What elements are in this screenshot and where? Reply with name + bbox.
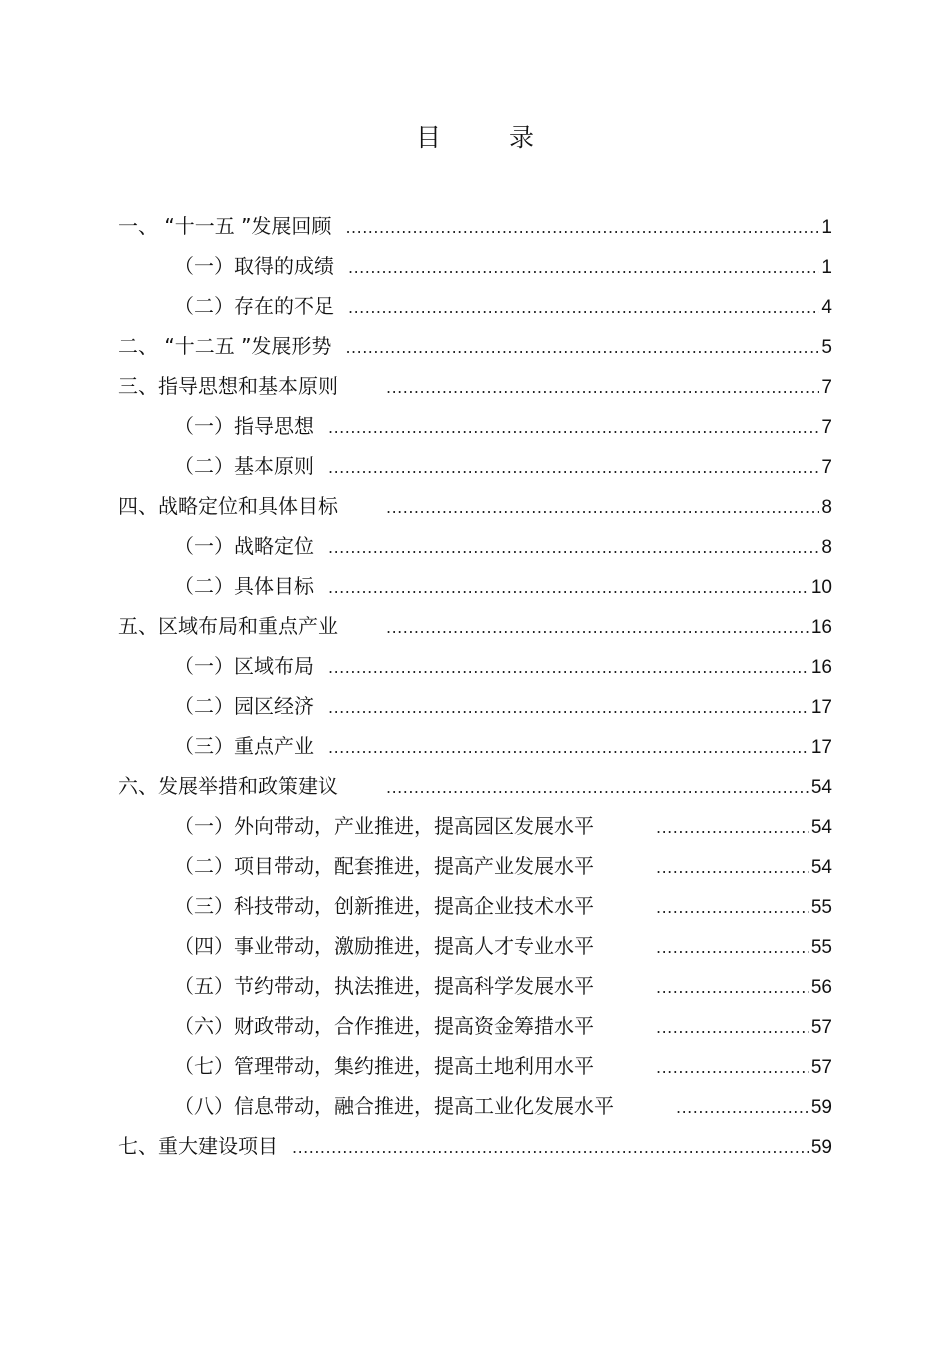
dot-leader [386,768,809,808]
toc-entry-label: （六）财政带动，合作推进，提高资金筹措水平 [174,1014,594,1038]
toc-entry[interactable] [118,326,832,366]
toc-entry-page: 16 [810,657,832,678]
toc-entry-label: （一）取得的成绩 [174,254,334,278]
toc-entry[interactable] [118,406,832,446]
toc-entry-label: （四）事业带动，激励推进，提高人才专业水平 [174,934,594,958]
toc-entry-page: 7 [821,377,832,398]
dot-leader [656,968,809,1008]
toc-entry-label: 四、战略定位和具体目标 [118,494,338,518]
dot-leader [348,248,819,288]
toc-entry-page: 8 [821,537,832,558]
toc-entry-label: （二）项目带动，配套推进，提高产业发展水平 [174,854,594,878]
dot-leader [292,1128,809,1168]
dot-leader [656,1048,809,1088]
toc-entry-label: 五、区域布局和重点产业 [118,614,338,638]
toc-entry-page: 59 [810,1137,832,1158]
dot-leader [656,928,809,968]
toc-entry[interactable] [118,566,832,606]
toc-entry-label: 三、指导思想和基本原则 [118,374,338,398]
toc-entry[interactable] [118,846,832,886]
toc-entry-label: （二）园区经济 [174,694,314,718]
toc-entry-label: （三）科技带动，创新推进，提高企业技术水平 [174,894,594,918]
toc-entry-page: 54 [810,857,832,878]
toc-entry-label: （八）信息带动，融合推进，提高工业化发展水平 [174,1094,614,1118]
dot-leader [328,448,819,488]
table-of-contents [118,206,832,1166]
dot-leader [386,488,819,528]
page-title: 目 录 [416,123,564,152]
dot-leader [345,208,819,248]
toc-entry[interactable] [118,366,832,406]
toc-entry[interactable] [118,926,832,966]
toc-entry-page: 17 [810,697,832,718]
toc-entry-label: （一）区域布局 [174,654,314,678]
toc-entry[interactable] [118,1006,832,1046]
toc-entry[interactable] [118,966,832,1006]
toc-entry-page: 4 [821,297,832,318]
toc-entry-page: 55 [810,897,832,918]
toc-entry-page: 1 [821,257,832,278]
toc-entry[interactable] [118,286,832,326]
dot-leader [676,1088,809,1128]
toc-entry[interactable] [118,606,832,646]
dot-leader [328,648,809,688]
toc-entry-label: （一）指导思想 [174,414,314,438]
dot-leader [348,288,819,328]
toc-entry-page: 56 [810,977,832,998]
toc-entry-label: （五）节约带动，执法推进，提高科学发展水平 [174,974,594,998]
toc-entry[interactable] [118,646,832,686]
toc-entry-page: 8 [821,497,832,518]
toc-entry-label: （二）具体目标 [174,574,314,598]
dot-leader [386,368,819,408]
dot-leader [328,688,809,728]
toc-entry[interactable] [118,1046,832,1086]
toc-entry[interactable] [118,886,832,926]
dot-leader [328,568,809,608]
toc-entry[interactable] [118,1086,832,1126]
toc-entry-page: 1 [821,217,832,238]
toc-entry-label: 一、 “十一五 ”发展回顾 [118,214,332,238]
dot-leader [328,728,809,768]
dot-leader [345,328,819,368]
toc-entry-label: （二）基本原则 [174,454,314,478]
toc-entry-label: （一）战略定位 [174,534,314,558]
toc-entry[interactable] [118,766,832,806]
toc-entry[interactable] [118,806,832,846]
toc-entry-label: （一）外向带动，产业推进，提高园区发展水平 [174,814,594,838]
toc-entry-page: 7 [821,417,832,438]
toc-entry-page: 54 [810,777,832,798]
toc-entry[interactable] [118,726,832,766]
dot-leader [656,888,809,928]
toc-entry-page: 55 [810,937,832,958]
toc-entry[interactable] [118,526,832,566]
toc-entry-page: 54 [810,817,832,838]
toc-entry-page: 7 [821,457,832,478]
dot-leader [656,848,809,888]
toc-entry-page: 5 [821,337,832,358]
dot-leader [656,808,809,848]
toc-entry-label: （三）重点产业 [174,734,314,758]
dot-leader [386,608,809,648]
toc-entry-page: 16 [810,617,832,638]
toc-entry-page: 57 [810,1017,832,1038]
dot-leader [328,408,819,448]
dot-leader [328,528,819,568]
toc-entry-label: （七）管理带动，集约推进，提高土地利用水平 [174,1054,594,1078]
toc-entry[interactable] [118,206,832,246]
toc-entry[interactable] [118,686,832,726]
toc-entry-page: 57 [810,1057,832,1078]
toc-entry-label: 六、发展举措和政策建议 [118,774,338,798]
toc-entry-label: 七、重大建设项目 [118,1134,278,1158]
dot-leader [656,1008,809,1048]
toc-entry[interactable] [118,486,832,526]
toc-entry[interactable] [118,446,832,486]
toc-entry[interactable] [118,246,832,286]
toc-entry-page: 10 [810,577,832,598]
toc-entry-page: 17 [810,737,832,758]
toc-entry-label: （二）存在的不足 [174,294,334,318]
toc-entry[interactable] [118,1126,832,1166]
toc-entry-label: 二、 “十二五 ”发展形势 [118,334,332,358]
toc-entry-page: 59 [810,1097,832,1118]
